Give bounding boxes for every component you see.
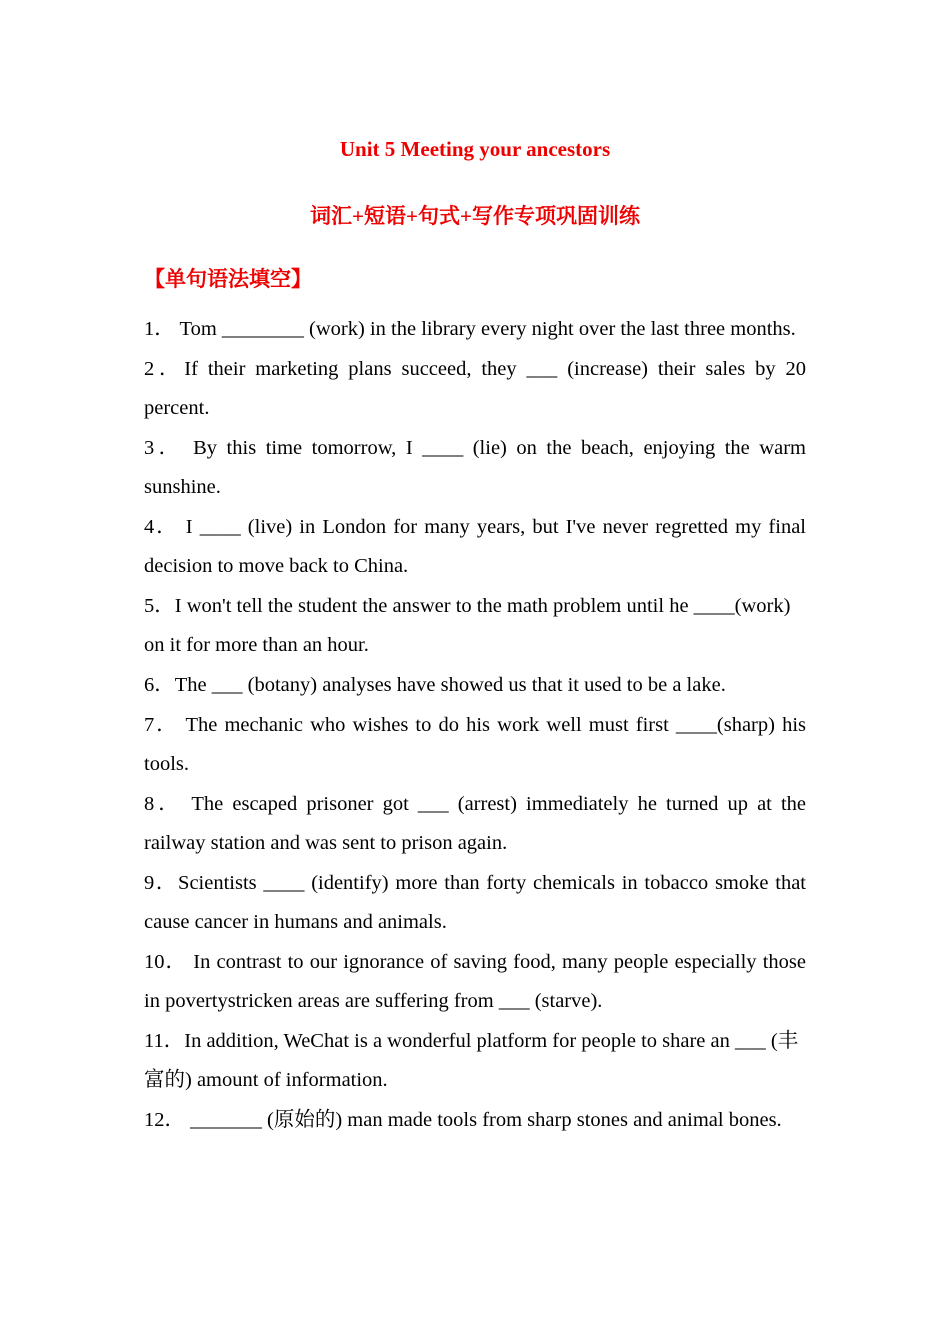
- document-subtitle: 词汇+短语+句式+写作专项巩固训练: [310, 204, 640, 228]
- question-8: 8． The escaped prisoner got ___ (arrest) immediately he turned up at the railway station and was sent to prison again.: [144, 793, 806, 854]
- question-5: 5．I won't tell the student the answer to the math problem until he ____(work) on it for more than an hour.: [144, 595, 791, 656]
- question-10: 10． In contrast to our ignorance of saving food, many people especially those in povertystricken areas are suffering from ___ (starve).: [144, 951, 806, 1012]
- question-6: 6．The ___ (botany) analyses have showed us that it used to be a lake.: [144, 674, 726, 696]
- question-3: 3． By this time tomorrow, I ____ (lie) on the beach, enjoying the warm sunshine.: [144, 437, 806, 498]
- question-1: 1． Tom ________ (work) in the library every night over the last three months.: [144, 318, 796, 340]
- question-list: [144, 310, 806, 1141]
- question-12: 12． _______ (原始的) man made tools from sharp stones and animal bones.: [144, 1109, 782, 1131]
- question-4: 4． I ____ (live) in London for many years, but I've never regretted my final decision to move back to China.: [144, 516, 806, 577]
- document-title: Unit 5 Meeting your ancestors: [339, 137, 611, 161]
- question-9: 9．Scientists ____ (identify) more than forty chemicals in tobacco smoke that cause cancer in humans and animals.: [144, 872, 806, 933]
- question-11: 11．In addition, WeChat is a wonderful platform for people to share an ___ (丰富的) amount of information.: [144, 1030, 799, 1091]
- question-7: 7． The mechanic who wishes to do his work well must first ____(sharp) his tools.: [144, 714, 806, 775]
- question-2: 2．If their marketing plans succeed, they ___ (increase) their sales by 20 percent.: [144, 358, 806, 419]
- section-heading: 【单句语法填空】: [144, 267, 312, 291]
